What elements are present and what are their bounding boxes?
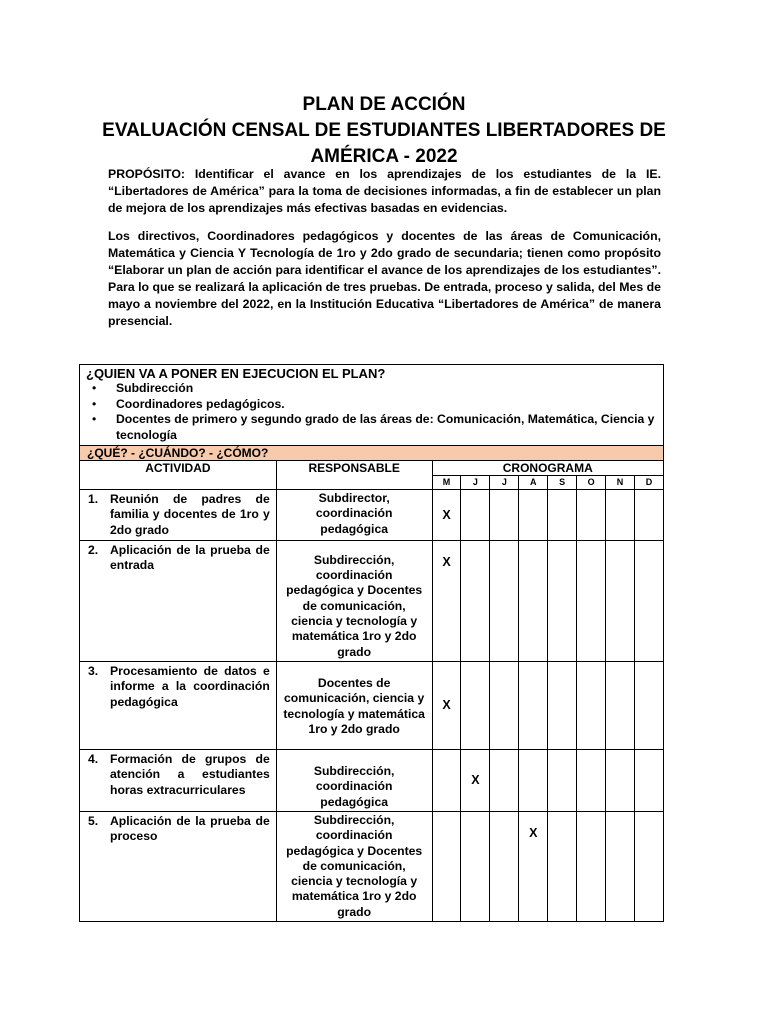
table-row: [80, 661, 664, 749]
mark-cell: X: [519, 811, 548, 921]
mark-cell: [519, 490, 548, 541]
actividad-cell: [80, 490, 277, 541]
mark-cell: [606, 749, 635, 811]
mark-cell: [634, 661, 663, 749]
col-actividad: ACTIVIDAD: [80, 461, 277, 490]
mark-cell: [519, 661, 548, 749]
mark-cell: [461, 811, 490, 921]
column-header-row: [80, 461, 664, 476]
mark-cell: [548, 661, 577, 749]
actividad-text: Formación de grupos de atención a estudiantes horas extracurriculares: [110, 751, 270, 797]
month-cell: N: [606, 476, 635, 490]
mark-cell: [461, 661, 490, 749]
table-row: [80, 490, 664, 541]
mark-cell: [577, 811, 606, 921]
mark-cell: [606, 540, 635, 661]
mark-cell: [606, 661, 635, 749]
mark-cell: X: [461, 749, 490, 811]
row-number: 5.: [88, 813, 99, 828]
col-responsable: RESPONSABLE: [276, 461, 432, 490]
mark-cell: [577, 490, 606, 541]
mark-cell: [490, 811, 519, 921]
mark-cell: [548, 490, 577, 541]
list-item: • Coordinadores pedagógicos.: [86, 397, 659, 413]
mark-cell: [461, 540, 490, 661]
actividad-text: Reunión de padres de familia y docentes de 1ro y 2do grado: [110, 492, 270, 537]
responsable-cell: Subdirección, coordinación pedagógica: [276, 749, 432, 811]
quien-header: ¿QUIEN VA A PONER EN EJECUCION EL PLAN?: [86, 366, 386, 381]
mark-cell: X: [432, 490, 461, 541]
proposito-paragraph: PROPÓSITO: Identificar el avance en los aprendizajes de los estudiantes de la IE. “Libertadores de América” para la toma de decisiones informadas, a fin de establecer un plan de mejora de los aprendizajes más efectivas basadas en evidencias.: [108, 167, 661, 215]
row-number: 3.: [88, 663, 99, 678]
title-line-1: PLAN DE ACCIÓN: [302, 94, 466, 115]
month-cell: D: [634, 476, 663, 490]
list-item: • Subdirección: [86, 381, 659, 397]
col-cronograma: CRONOGRAMA: [432, 461, 663, 476]
mark-cell: [548, 540, 577, 661]
month-cell: S: [548, 476, 577, 490]
actividad-cell: [80, 749, 277, 811]
title-line-3: AMÉRICA - 2022: [310, 146, 458, 167]
table-row: [80, 540, 664, 661]
mark-cell: [432, 811, 461, 921]
row-number: 4.: [88, 751, 99, 766]
responsable-cell: Subdirección, coordinación pedagógica y Docentes de comunicación, ciencia y tecnología y matemática 1ro y 2do grado: [276, 811, 432, 921]
title-line-2: EVALUACIÓN CENSAL DE ESTUDIANTES LIBERTADORES DE: [102, 120, 666, 141]
mark-cell: [490, 540, 519, 661]
quien-row: [80, 365, 664, 446]
mark-cell: [519, 540, 548, 661]
actividad-cell: [80, 661, 277, 749]
mark-cell: [490, 749, 519, 811]
actividad-cell: [80, 811, 277, 921]
row-number: 2.: [88, 542, 99, 557]
month-cell: J: [490, 476, 519, 490]
mark-cell: [432, 749, 461, 811]
table-row: [80, 811, 664, 921]
mark-cell: [634, 540, 663, 661]
actividad-text: Procesamiento de datos e informe a la coordinación pedagógica: [110, 663, 270, 709]
mark-cell: [606, 811, 635, 921]
mark-cell: [461, 490, 490, 541]
que-cuando-como-row: [80, 446, 664, 461]
mark-cell: [634, 490, 663, 541]
row-number: 1.: [88, 492, 99, 506]
actividad-text: Aplicación de la prueba de entrada: [110, 542, 270, 573]
actividad-text: Aplicación de la prueba de proceso: [110, 813, 270, 844]
descripcion-paragraph: Los directivos, Coordinadores pedagógicos y docentes de las áreas de Comunicación, Matemática y Ciencia Y Tecnología de 1ro y 2do grado de secundaria; tienen como propósito “Elaborar un plan de acción para identificar el avance de los aprendizajes de los estudiantes”. Para lo que se realizará la aplicación de tres pruebas. De entrada, proceso y salida, del Mes de mayo a noviembre del 2022, en la Institución Educativa “Libertadores de América” de manera presencial.: [108, 229, 661, 328]
mark-cell: [548, 749, 577, 811]
actividad-cell: [80, 540, 277, 661]
que-cuando-como-header: ¿QUÉ? - ¿CUÁNDO? - ¿CÓMO?: [80, 446, 664, 461]
mark-cell: X: [432, 661, 461, 749]
month-cell: J: [461, 476, 490, 490]
mark-cell: [634, 749, 663, 811]
mark-cell: [490, 490, 519, 541]
mark-cell: [577, 661, 606, 749]
responsable-cell: Subdirector, coordinación pedagógica: [276, 490, 432, 541]
responsable-cell: Subdirección, coordinación pedagógica y Docentes de comunicación, ciencia y tecnología y matemática 1ro y 2do grado: [276, 540, 432, 661]
quien-list: [86, 381, 659, 443]
table-row: [80, 749, 664, 811]
action-plan-table: [79, 364, 664, 922]
mark-cell: [577, 749, 606, 811]
month-cell: A: [519, 476, 548, 490]
mark-cell: [519, 749, 548, 811]
month-cell: M: [432, 476, 461, 490]
responsable-cell: Docentes de comunicación, ciencia y tecnología y matemática 1ro y 2do grado: [276, 661, 432, 749]
mark-cell: [577, 540, 606, 661]
list-item: • Docentes de primero y segundo grado de las áreas de: Comunicación, Matemática, Ciencia y tecnología: [86, 412, 659, 443]
quien-cell: [80, 365, 664, 446]
mark-cell: [548, 811, 577, 921]
mark-cell: [606, 490, 635, 541]
mark-cell: X: [432, 540, 461, 661]
mark-cell: [634, 811, 663, 921]
mark-cell: [490, 661, 519, 749]
month-cell: O: [577, 476, 606, 490]
